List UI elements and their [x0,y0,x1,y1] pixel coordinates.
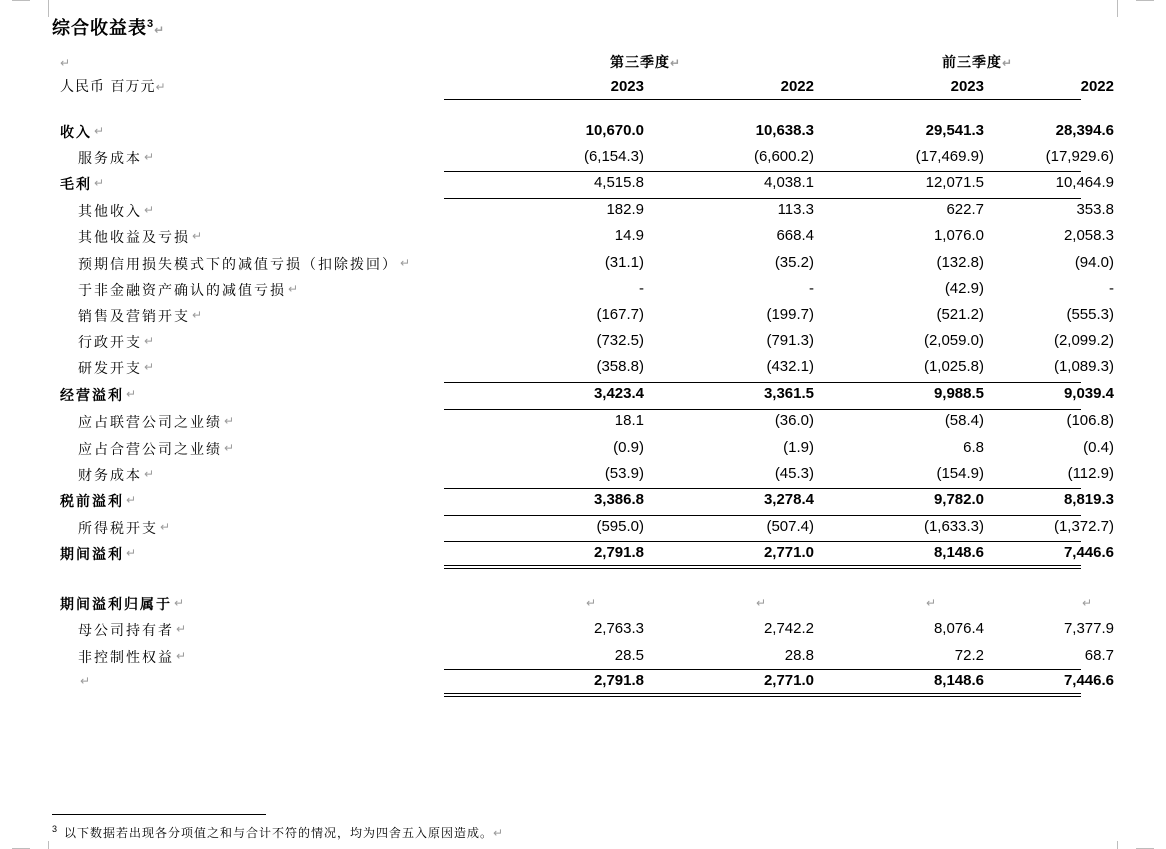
cell-value: 18.1 [614,412,644,429]
cell-value: (17,469.9) [915,148,984,165]
cell-value: (45.3) [774,465,814,482]
cell-value: 3,386.8 [593,491,644,508]
paragraph-mark: ↵ [224,414,235,428]
crop-mark [30,841,49,849]
table-row [60,170,1114,196]
cell-value: 2,058.3 [1063,227,1114,244]
cell-value: (6,600.2) [753,148,814,165]
paragraph-mark: ↵ [144,203,155,217]
cell-value: (358.8) [596,358,644,375]
cell-value: 4,038.1 [763,174,814,191]
row-label: 收入 [60,125,92,141]
cell-value: 8,148.6 [933,672,984,689]
title-footnote-ref: 3 [147,18,155,30]
table-row [60,276,1114,302]
cell-value: 8,076.4 [933,620,984,637]
paragraph-mark: ↵ [670,56,682,70]
group-header-q3 [610,52,681,72]
cell-value: 9,782.0 [933,491,984,508]
cell-value: 3,278.4 [763,491,814,508]
cell-value: (1,089.3) [1053,358,1114,375]
cell-value: 3,423.4 [593,385,644,402]
cell-value: - [809,280,814,297]
cell-value: 28.5 [614,647,644,664]
row-label: 经营溢利 [60,388,124,404]
cell-value: (1,633.3) [923,518,984,535]
cell-value: (31.1) [604,254,644,271]
paragraph-mark: ↵ [224,441,235,455]
row-label: 税前溢利 [60,494,124,510]
paragraph-mark: ↵ [176,622,187,636]
table-row [60,487,1114,513]
paragraph-mark: ↵ [192,308,203,322]
cell-value: 668.4 [776,227,814,244]
table-row [60,540,1114,566]
crop-mark [30,0,49,17]
cell-value: 2,791.8 [593,544,644,561]
paragraph-mark: ↵ [94,176,105,190]
cell-value: 2,791.8 [593,672,644,689]
cell-value: (2,099.2) [1053,332,1114,349]
double-underline [444,693,1081,697]
paragraph-mark: ↵ [756,596,767,610]
cell-value: (791.3) [766,332,814,349]
cell-value: 2,742.2 [763,620,814,637]
paragraph-mark: ↵ [144,360,155,374]
cell-value: (58.4) [944,412,984,429]
group-q3-label: 第三季度 [610,55,670,71]
table-row [60,144,1114,170]
paragraph-mark: ↵ [926,596,937,610]
table-row [60,668,1114,694]
row-label: 其他收入 [78,204,142,220]
table-row [60,197,1114,223]
table-row [60,435,1114,461]
cell-value: 4,515.8 [593,174,644,191]
table-row [60,328,1114,354]
table-row [60,616,1114,642]
paragraph-mark: ↵ [144,150,155,164]
cell-value: (555.3) [1066,306,1114,323]
title-text: 综合收益表 [52,18,147,39]
row-label: 研发开支 [78,361,142,377]
table-row [60,590,1100,616]
cell-value: (1,372.7) [1053,518,1114,535]
table-row [60,118,1114,144]
cell-value: 8,819.3 [1063,491,1114,508]
cell-value: (154.9) [936,465,984,482]
cell-value: 3,361.5 [763,385,814,402]
crop-mark [1136,0,1154,1]
cell-value: 14.9 [614,227,644,244]
cell-value: (507.4) [766,518,814,535]
year-header: 2023 [950,78,984,95]
cell-value: 7,377.9 [1063,620,1114,637]
currency-label-text: 人民币 百万元 [60,79,156,95]
paragraph-mark: ↵ [192,229,203,243]
cell-value: 113.3 [777,201,814,218]
crop-mark [1117,841,1136,849]
row-label: 行政开支 [78,335,142,351]
cell-value: (2,059.0) [923,332,984,349]
cell-value: (17,929.6) [1045,148,1114,165]
cell-value: (42.9) [944,280,984,297]
paragraph-mark: ↵ [126,387,137,401]
table-row [60,223,1114,249]
cell-value: (112.9) [1067,465,1114,482]
document-title [52,14,165,40]
cell-value: (521.2) [936,306,984,323]
row-label: 预期信用损失模式下的减值亏损（扣除拨回） [78,257,398,273]
paragraph-mark: ↵ [144,334,155,348]
paragraph-mark: ↵ [126,546,137,560]
crop-mark [12,0,30,1]
header-rule [444,99,1081,100]
cell-value: (106.8) [1066,412,1114,429]
footnote [52,824,504,841]
table-row [60,250,1114,276]
cell-value: (432.1) [766,358,814,375]
cell-value: (1.9) [783,439,814,456]
row-label: 期间溢利 [60,547,124,563]
cell-value: 28.8 [784,647,814,664]
row-label: 于非金融资产确认的减值亏损 [78,283,286,299]
row-label: 期间溢利归属于 [60,597,172,613]
cell-value: 12,071.5 [925,174,984,191]
paragraph-mark: ↵ [400,256,411,270]
footnote-ref: 3 [52,824,59,834]
table-row [60,354,1114,380]
cell-value: 72.2 [954,647,984,664]
cell-value: 10,464.9 [1055,174,1114,191]
row-label: 毛利 [60,177,92,193]
footnote-separator [52,814,266,815]
paragraph-mark: ↵ [493,826,505,840]
cell-value: 2,763.3 [593,620,644,637]
cell-value: (35.2) [774,254,814,271]
group-header-ytd [942,52,1013,72]
row-label: 财务成本 [78,468,142,484]
row-label: 母公司持有者 [78,623,174,639]
cell-value: 29,541.3 [925,122,984,139]
double-underline [444,565,1081,569]
cell-value: 6.8 [963,439,984,456]
cell-value: (6,154.3) [583,148,644,165]
cell-value: (1,025.8) [923,358,984,375]
cell-value: (732.5) [596,332,644,349]
row-label: 销售及营销开支 [78,309,190,325]
footnote-text: 以下数据若出现各分项值之和与合计不符的情况，均为四舍五入原因造成。 [64,826,494,840]
paragraph-mark: ↵ [126,493,137,507]
paragraph-mark: ↵ [144,467,155,481]
crop-mark [1117,0,1136,17]
paragraph-mark: ↵ [60,56,71,70]
row-label: 其他收益及亏损 [78,230,190,246]
cell-value: 10,670.0 [585,122,644,139]
cell-value: 9,988.5 [933,385,984,402]
cell-value: 182.9 [606,201,644,218]
paragraph-mark: ↵ [586,596,597,610]
cell-value: 2,771.0 [763,672,814,689]
cell-value: 28,394.6 [1055,122,1114,139]
row-label: 应占联营公司之业绩 [78,415,222,431]
table-row [60,381,1114,407]
cell-value: (595.0) [596,518,644,535]
cell-value: 68.7 [1084,647,1114,664]
cell-value: 7,446.6 [1063,544,1114,561]
row-label: 服务成本 [78,151,142,167]
paragraph-mark: ↵ [80,674,91,688]
table-row [60,643,1114,669]
cell-value: (36.0) [774,412,814,429]
cell-value: (167.7) [596,306,644,323]
paragraph-mark: ↵ [1082,596,1093,610]
cell-value: 2,771.0 [763,544,814,561]
cell-value: 1,076.0 [933,227,984,244]
table-row [60,408,1114,434]
row-label: 应占合营公司之业绩 [78,442,222,458]
cell-value: (0.4) [1083,439,1114,456]
cell-value: 8,148.6 [933,544,984,561]
cell-value: 622.7 [946,201,984,218]
table-row [60,514,1114,540]
year-header-row [60,76,1114,100]
cell-value: - [1109,280,1114,297]
cell-value: (53.9) [604,465,644,482]
cell-value: 9,039.4 [1063,385,1114,402]
row-label: 非控制性权益 [78,650,174,666]
cell-value: (0.9) [613,439,644,456]
year-header: 2022 [1080,78,1114,95]
cell-value: - [639,280,644,297]
paragraph-mark: ↵ [155,80,167,94]
year-header: 2023 [610,78,644,95]
row-label: 所得税开支 [78,521,158,537]
year-header: 2022 [780,78,814,95]
paragraph-mark: ↵ [176,649,187,663]
cell-value: 353.8 [1076,201,1114,218]
table-row [60,302,1114,328]
table-row [60,461,1114,487]
cell-value: (94.0) [1074,254,1114,271]
paragraph-mark: ↵ [94,124,105,138]
paragraph-mark: ↵ [174,596,185,610]
cell-value: 10,638.3 [755,122,814,139]
paragraph-mark: ↵ [1002,56,1014,70]
group-ytd-label: 前三季度 [942,55,1002,71]
paragraph-mark: ↵ [160,520,171,534]
paragraph-mark: ↵ [154,23,166,37]
cell-value: (199.7) [766,306,814,323]
paragraph-mark: ↵ [288,282,299,296]
cell-value: 7,446.6 [1063,672,1114,689]
cell-value: (132.8) [936,254,984,271]
